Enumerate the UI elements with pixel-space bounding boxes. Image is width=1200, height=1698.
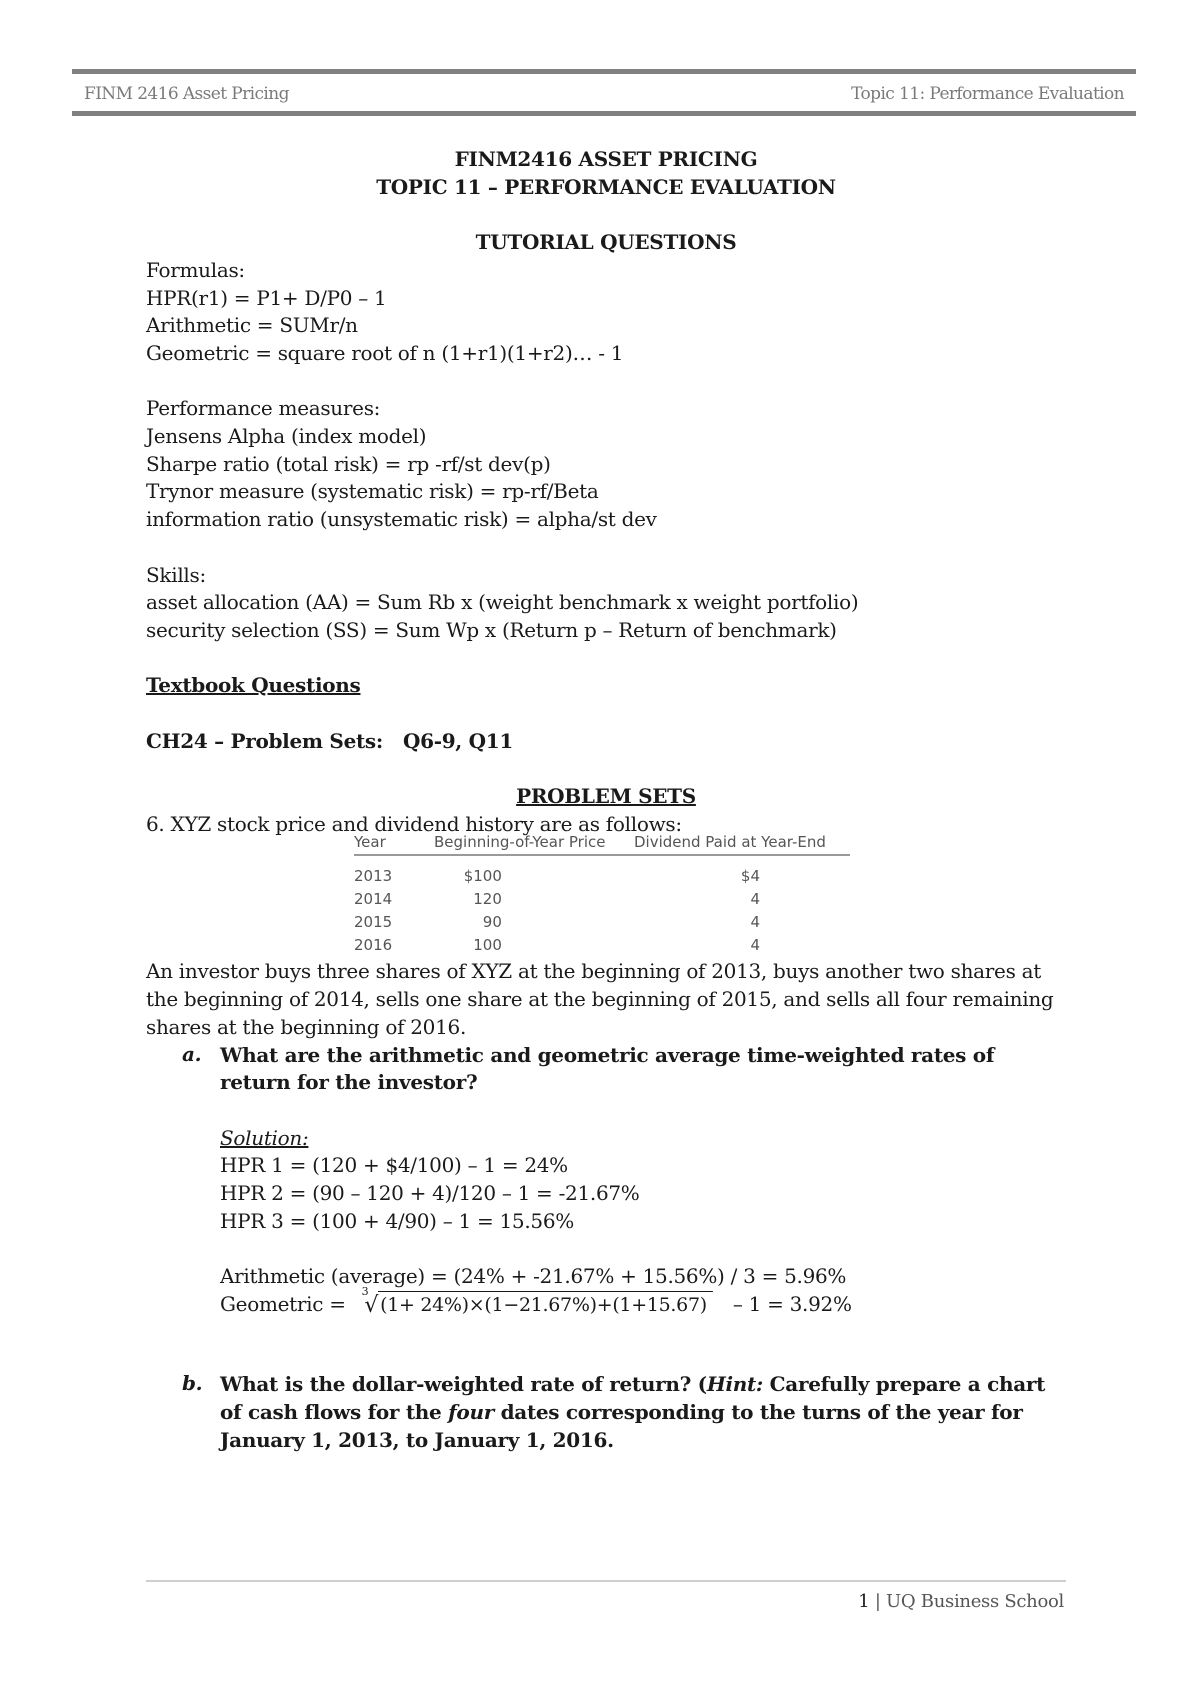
header-topic: Topic 11: Performance Evaluation	[851, 84, 1124, 104]
page-number: 1	[858, 1591, 870, 1612]
doc-subtitle: TOPIC 11 – PERFORMANCE EVALUATION	[376, 174, 836, 199]
table-cell: 2016	[354, 935, 393, 954]
tutorial-heading: TUTORIAL QUESTIONS	[475, 230, 737, 255]
table-cell: 4	[750, 889, 760, 908]
table-cell: 2015	[354, 912, 393, 931]
question-6b-part: dates corresponding to the turns of the year for January 1, 2013, to January 1, 2016.	[220, 1399, 1023, 1452]
question-6a	[146, 1042, 1066, 1097]
solution-block	[146, 1125, 1066, 1320]
question-letter: a.	[182, 1041, 202, 1066]
solution-label: Solution:	[220, 1125, 309, 1150]
table-row	[354, 887, 850, 910]
footer-rule	[146, 1580, 1066, 1582]
header-course: FINM 2416 Asset Pricing	[84, 84, 289, 104]
question-6a-text: What are the arithmetic and geometric average time-weighted rates of return for the investor?	[220, 1042, 995, 1095]
arithmetic-average: Arithmetic (average) = (24% + -21.67% + 15.56%) / 3 = 5.96%	[220, 1264, 847, 1289]
footer-separator: |	[869, 1591, 887, 1612]
table-header-row	[354, 830, 850, 856]
performance-line: Trynor measure (systematic risk) = rp-rf/Beta	[146, 479, 599, 504]
table-header-cell: Beginning-of-Year Price	[434, 833, 606, 852]
hpr-line: HPR 3 = (100 + 4/90) – 1 = 15.56%	[220, 1208, 574, 1233]
formula-line: Geometric = square root of n (1+r1)(1+r2)… - 1	[146, 340, 624, 365]
formulas-heading: Formulas:	[146, 257, 245, 282]
radicand: (1+ 24%)×(1−21.67%)+(1+15.67)	[378, 1291, 713, 1320]
question-6b-text	[220, 1371, 1066, 1454]
hpr-line: HPR 1 = (120 + $4/100) – 1 = 24%	[220, 1153, 568, 1178]
price-dividend-table	[354, 830, 850, 956]
table-row	[354, 933, 850, 956]
page-footer	[858, 1591, 1064, 1612]
table-cell: 2014	[354, 889, 393, 908]
skills-heading: Skills:	[146, 562, 206, 587]
emphasis-four: four	[448, 1399, 494, 1424]
school-name: UQ Business School	[886, 1591, 1064, 1612]
table-header-cell: Dividend Paid at Year-End	[634, 833, 826, 852]
question-6b-part: Carefully prepare a chart of cash flows for the	[220, 1372, 1046, 1424]
geometric-label: Geometric =	[220, 1292, 346, 1317]
doc-title: FINM2416 ASSET PRICING	[454, 147, 758, 171]
performance-line: Jensens Alpha (index model)	[146, 424, 427, 448]
question-6b-part: What is the dollar-weighted rate of return? (	[220, 1372, 707, 1397]
table-cell: $4	[740, 866, 760, 885]
hpr-line: HPR 2 = (90 – 120 + 4)/120 – 1 = -21.67%	[220, 1181, 640, 1206]
performance-line: information ratio (unsystematic risk) = alpha/st dev	[146, 507, 657, 532]
table-cell: 100	[473, 935, 502, 954]
problem-sets-reference: CH24 – Problem Sets: Q6-9, Q11	[146, 728, 513, 753]
table-cell: 4	[750, 935, 760, 954]
performance-line: Sharpe ratio (total risk) = rp -rf/st dev(p)	[146, 451, 551, 476]
formula-line: HPR(r1) = P1+ D/P0 – 1	[146, 285, 387, 310]
hint-label: Hint:	[706, 1372, 764, 1397]
formula-line: Arithmetic = SUMr/n	[146, 313, 358, 338]
table-row	[354, 910, 850, 933]
table-row	[354, 864, 850, 887]
table-cell: $100	[463, 866, 502, 885]
performance-heading: Performance measures:	[146, 396, 381, 421]
table-cell: 4	[750, 912, 760, 931]
question-6-intro: 6. XYZ stock price and dividend history are as follows:	[146, 811, 682, 836]
table-cell: 90	[482, 912, 502, 931]
radical-sign-icon: √	[364, 1292, 379, 1318]
skills-line: security selection (SS) = Sum Wp x (Return p – Return of benchmark)	[146, 617, 837, 642]
document-body	[146, 146, 1066, 1454]
table-header-cell: Year	[354, 833, 386, 852]
question-letter: b.	[182, 1371, 203, 1396]
table-cell: 2013	[354, 866, 393, 885]
skills-line: asset allocation (AA) = Sum Rb x (weight benchmark x weight portfolio)	[146, 590, 859, 615]
header-top-rule	[72, 69, 1136, 74]
question-6b	[146, 1371, 1066, 1454]
cube-root-expression	[361, 1284, 713, 1320]
question-6-body: An investor buys three shares of XYZ at the beginning of 2013, buys another two shares at the beginning of 2014, sells one share at the beginning of 2015, and sells all four remaining shares at the beginning of 2016.	[146, 959, 1054, 1039]
geometric-result: – 1 = 3.92%	[732, 1292, 852, 1317]
problem-sets-heading: PROBLEM SETS	[516, 784, 696, 809]
header-bottom-rule	[72, 111, 1136, 116]
geometric-average	[220, 1284, 1066, 1320]
table-cell: 120	[473, 889, 502, 908]
textbook-heading: Textbook Questions	[146, 673, 361, 698]
root-index: 3	[361, 1284, 369, 1298]
